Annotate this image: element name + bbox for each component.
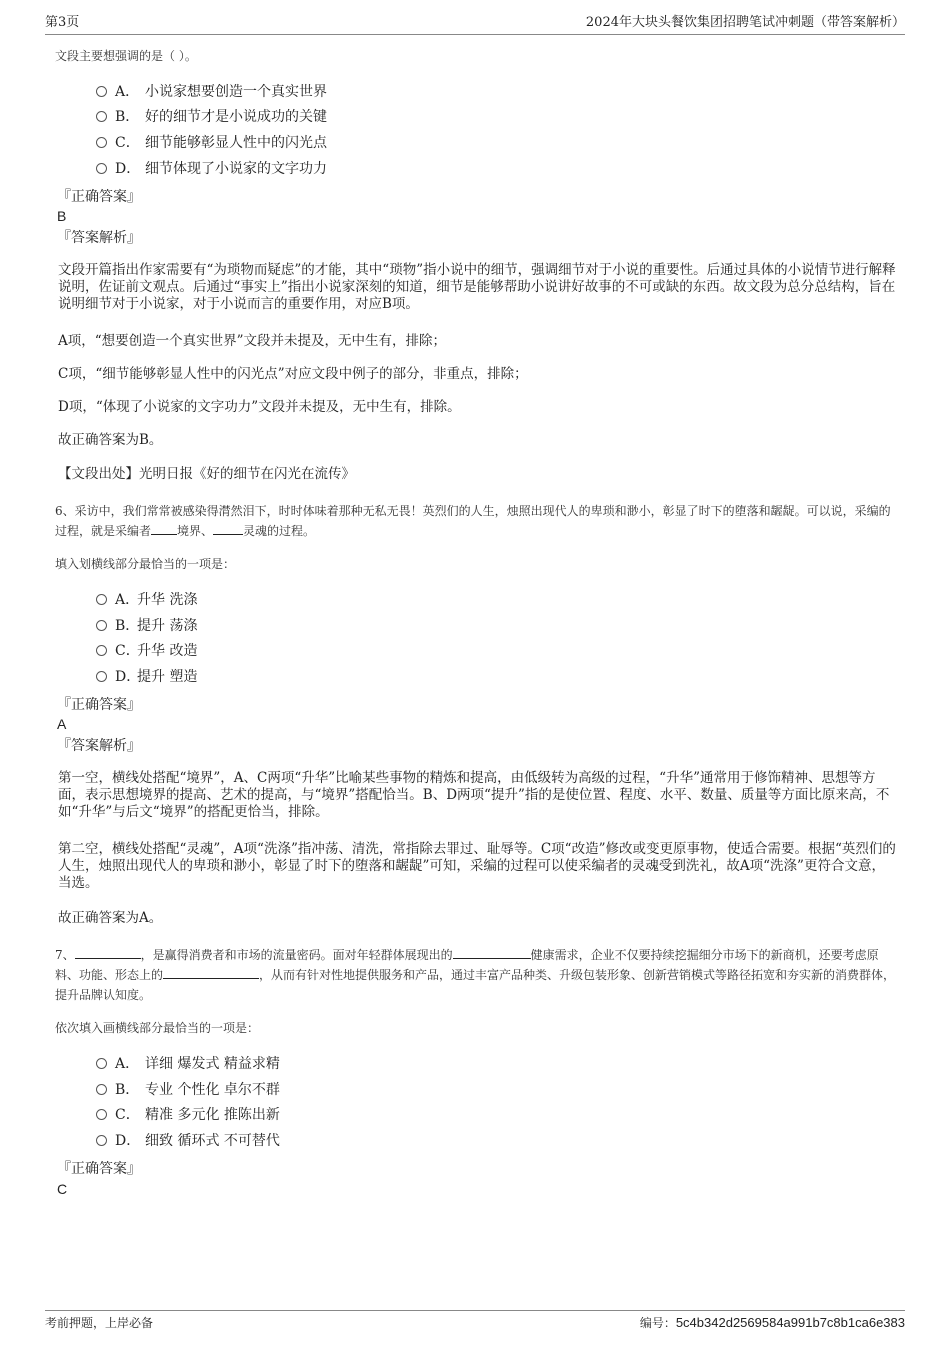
blank-2 <box>453 946 531 959</box>
footer-slogan: 考前押题，上岸必备 <box>45 1316 154 1330</box>
q5-conclusion: 故正确答案为B。 <box>58 432 163 448</box>
q5-answer: B <box>57 208 67 224</box>
q7-option-a[interactable]: A． 详细 爆发式 精益求精 <box>96 1054 280 1074</box>
q5-answer-label: 『正确答案』 <box>57 189 141 205</box>
radio-icon[interactable] <box>96 671 107 682</box>
q6-answer-label: 『正确答案』 <box>57 697 141 713</box>
page-header <box>45 14 905 35</box>
q6-analysis-label: 『答案解析』 <box>57 738 141 754</box>
q7-answer-label: 『正确答案』 <box>57 1161 141 1177</box>
q5-stem: 文段主要想强调的是（ ）。 <box>55 49 197 63</box>
page-number: 第3页 <box>45 15 80 30</box>
q6-option-c[interactable]: C．升华 改造 <box>96 641 197 661</box>
radio-icon[interactable] <box>96 1084 107 1095</box>
page-footer <box>45 1310 905 1335</box>
q5-analysis-label: 『答案解析』 <box>57 230 141 246</box>
radio-icon[interactable] <box>96 1109 107 1120</box>
q5-analysis-paragraph: 文段开篇指出作家需要有“为琐物而疑虑”的才能，其中“琐物”指小说中的细节，强调细节对于小说的重要性。后通过具体的小说情节进行解释说明，佐证前文观点。后通过“事实上”指出小说家深刻的知道，细节是能够帮助小说讲好故事的不可或缺的东西。故文段为总分总结构，旨在说明细节对于小说家，对于小说而言的重要作用，对应B项。 <box>58 262 896 312</box>
q6-option-d[interactable]: D．提升 塑造 <box>96 667 197 687</box>
q6-prompt: 填入划横线部分最恰当的一项是： <box>55 557 236 571</box>
q5-analysis-option-c: C项，“细节能够彰显人性中的闪光点”对应文段中例子的部分，非重点，排除； <box>58 366 528 382</box>
radio-icon[interactable] <box>96 137 107 148</box>
q5-option-a[interactable]: A． 小说家想要创造一个真实世界 <box>96 82 327 102</box>
q6-analysis-first-blank: 第一空，横线处搭配“境界”，A、C两项“升华”比喻某些事物的精炼和提高，由低级转为高级的过程，“升华”通常用于修饰精神、思想等方面，表示思想境界的提高、艺术的提高，与“境界”搭配恰当。B、D两项“提升”指的是使位置、程度、水平、数量、质量等方面比原来高，不如“升华”与后文“境界”的搭配更恰当，排除。 <box>58 770 890 820</box>
q5-option-c[interactable]: C． 细节能够彰显人性中的闪光点 <box>96 133 327 153</box>
radio-icon[interactable] <box>96 645 107 656</box>
q7-option-d[interactable]: D． 细致 循环式 不可替代 <box>96 1131 280 1151</box>
q7-prompt: 依次填入画横线部分最恰当的一项是： <box>55 1021 260 1035</box>
blank-1 <box>151 522 177 535</box>
radio-icon[interactable] <box>96 1135 107 1146</box>
q6-conclusion: 故正确答案为A。 <box>58 910 163 926</box>
q5-option-b[interactable]: B． 好的细节才是小说成功的关键 <box>96 107 327 127</box>
radio-icon[interactable] <box>96 594 107 605</box>
radio-icon[interactable] <box>96 1058 107 1069</box>
q5-option-d[interactable]: D． 细节体现了小说家的文字功力 <box>96 159 327 179</box>
document-code: 编号：5c4b342d2569584a991b7c8b1ca6e383 <box>639 1315 905 1330</box>
q5-analysis-option-d: D项，“体现了小说家的文字功力”文段并未提及，无中生有，排除。 <box>58 399 461 415</box>
q7-option-b[interactable]: B． 专业 个性化 卓尔不群 <box>96 1080 280 1100</box>
q6-analysis-second-blank: 第二空，横线处搭配“灵魂”，A项“洗涤”指冲荡、清洗，常指除去罪过、耻辱等。C项“改造”修改或变更原事物，使适合需要。根据“英烈们的人生，烛照出现代人的卑琐和渺小，彰显了时下的堕落和龌龊”可知，采编的过程可以使采编者的灵魂受到洗礼，故A项“洗涤”更符合文意，当选。 <box>58 841 896 891</box>
radio-icon[interactable] <box>96 111 107 122</box>
q7-option-c[interactable]: C． 精准 多元化 推陈出新 <box>96 1105 280 1125</box>
q6-answer: A <box>57 716 67 732</box>
q6-option-a[interactable]: A．升华 洗涤 <box>96 590 197 610</box>
blank-2 <box>213 522 243 535</box>
q7-answer: C <box>57 1181 68 1197</box>
document-title: 2024年大块头餐饮集团招聘笔试冲刺题（带答案解析） <box>585 15 905 30</box>
blank-3 <box>163 966 259 979</box>
radio-icon[interactable] <box>96 86 107 97</box>
q5-analysis-option-a: A项，“想要创造一个真实世界”文段并未提及，无中生有，排除； <box>58 333 447 349</box>
q6-stem: 6、采访中，我们常常被感染得潸然泪下，时时体味着那种无私无畏！英烈们的人生，烛照出现代人的卑琐和渺小，彰显了时下的堕落和龌龊。可以说，采编的过程，就是采编者 境界、 灵魂的过程。 <box>55 504 891 538</box>
radio-icon[interactable] <box>96 163 107 174</box>
radio-icon[interactable] <box>96 620 107 631</box>
q6-option-b[interactable]: B．提升 荡涤 <box>96 616 197 636</box>
q5-source: 【文段出处】光明日报《好的细节在闪光在流传》 <box>58 466 355 482</box>
blank-1 <box>75 946 141 959</box>
q7-stem: 7、 ，是赢得消费者和市场的流量密码。面对年轻群体展现出的 健康需求，企业不仅要持续挖掘细分市场下的新商机，还要考虑原料、功能、形态上的 ，从而有针对性地提供服务和产品，通过丰富产品种类、升级包装形象、创新营销模式等路径拓宽和夯实新的消费群体，提升品牌认知度。 <box>55 948 896 1002</box>
